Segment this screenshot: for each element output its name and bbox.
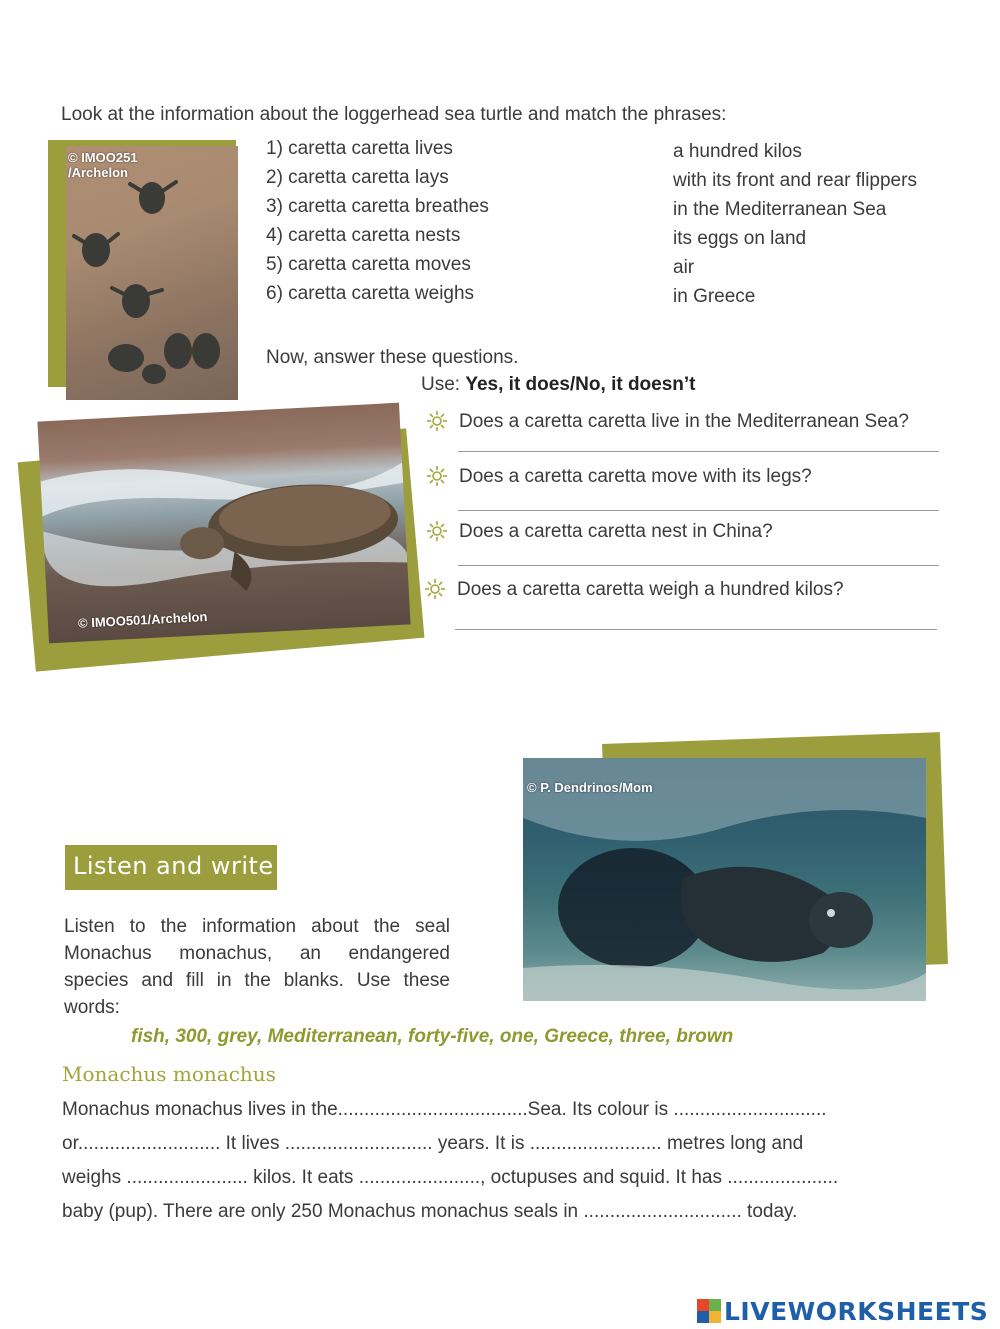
answer-line[interactable] (458, 510, 939, 511)
subtitle: Monachus monachus (62, 1062, 276, 1086)
listen-line: Listen to the information about the seal (64, 916, 450, 937)
hatchlings-credit (68, 150, 138, 180)
phrase-right[interactable]: its eggs on land (673, 228, 807, 249)
sun-icon (426, 520, 448, 542)
phrase-right[interactable]: a hundred kilos (673, 141, 802, 162)
listen-line: Monachus monachus, an endangered (64, 943, 450, 964)
turtle-beach-photo (37, 403, 410, 644)
use-label: Use: (421, 374, 466, 395)
answer-line[interactable] (458, 565, 939, 566)
logo-text: LIVEWORKSHEETS (724, 1297, 989, 1326)
phrase-left: 6) caretta caretta weighs (266, 283, 475, 304)
listen-instructions (64, 913, 450, 1021)
hatchlings-credit-line-2: /Archelon (68, 165, 128, 180)
turtle-credit: © IMOO501/Archelon (77, 609, 208, 631)
phrase-right[interactable]: in the Mediterranean Sea (673, 199, 887, 220)
use-hint (421, 374, 696, 396)
phrase-right[interactable]: in Greece (673, 286, 756, 307)
answer-line[interactable] (458, 451, 939, 452)
listen-line: words: (64, 997, 120, 1018)
fill-line[interactable]: Monachus monachus lives in the....................................Sea. Its colour is ............................. (62, 1099, 827, 1120)
answer-line[interactable] (455, 629, 937, 630)
seal-credit: © P. Dendrinos/Mom (527, 780, 653, 795)
phrase-right[interactable]: with its front and rear flippers (673, 170, 917, 191)
phrase-right[interactable]: air (673, 257, 695, 278)
instruction-text: Look at the information about the loggerhead sea turtle and match the phrases: (61, 104, 727, 125)
section-title: Listen and write (73, 852, 274, 880)
section-header (65, 845, 277, 890)
logo-mark-icon (697, 1299, 721, 1323)
word-bank: fish, 300, grey, Mediterranean, forty-five, one, Greece, three, brown (131, 1026, 734, 1047)
question-text: Does a caretta caretta weigh a hundred kilos? (457, 579, 844, 600)
sun-icon (426, 410, 448, 432)
liveworksheets-logo (697, 1297, 995, 1325)
phrase-left: 2) caretta caretta lays (266, 167, 449, 188)
seal-underwater-photo (523, 758, 926, 1001)
fill-line[interactable]: weighs ....................... kilos. It eats ......................., octupuses and squid. It has ..................... (62, 1167, 839, 1188)
phrase-left: 3) caretta caretta breathes (266, 196, 489, 217)
use-answers: Yes, it does/No, it doesn’t (465, 374, 696, 395)
fill-line[interactable]: baby (pup). There are only 250 Monachus monachus seals in .............................. today. (62, 1201, 798, 1222)
phrase-left: 1) caretta caretta lives (266, 138, 453, 159)
sun-icon (424, 578, 446, 600)
question-text: Does a caretta caretta move with its legs? (459, 466, 812, 487)
turtle-hatchlings-photo (66, 146, 238, 400)
phrase-left: 5) caretta caretta moves (266, 254, 471, 275)
hatchlings-credit-line-1: © IMOO251 (68, 150, 138, 165)
phrase-left: 4) caretta caretta nests (266, 225, 461, 246)
question-text: Does a caretta caretta live in the Mediterranean Sea? (459, 411, 909, 432)
question-text: Does a caretta caretta nest in China? (459, 521, 773, 542)
sun-icon (426, 465, 448, 487)
questions-intro: Now, answer these questions. (266, 347, 519, 368)
fill-line[interactable]: or........................... It lives ............................ years. It is ......................... metres long and (62, 1133, 804, 1154)
listen-line: species and fill in the blanks. Use these (64, 970, 450, 991)
